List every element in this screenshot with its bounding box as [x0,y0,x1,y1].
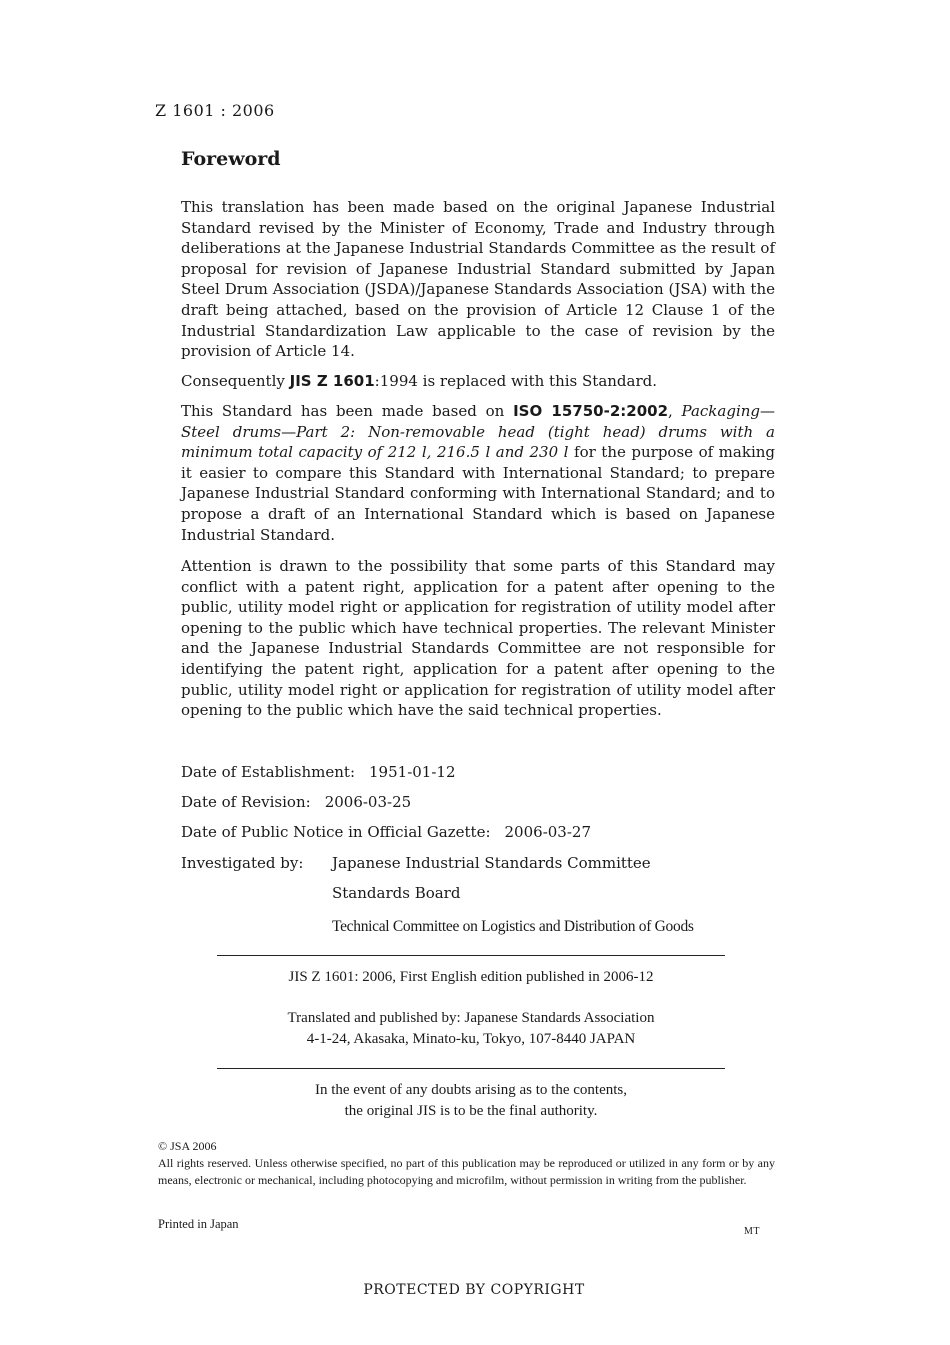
revision-date-row [181,793,411,811]
rights-reserved-text: All rights reserved. Unless otherwise specified, no part of this publication may be reproduced or utilized in any form or by any means, electronic or mechanical, including photocopying and microfilm, without permission in writing from the publisher. [158,1156,775,1187]
protected-footer: PROTECTED BY COPYRIGHT [363,1282,585,1298]
printer-code: MT [744,1226,760,1237]
investigated-line: Japanese Industrial Standards Committee [332,854,651,872]
p3-comma: , [668,402,682,420]
authority-line-2: the original JIS is to be the final authority. [344,1103,598,1119]
p2-text-after: :1994 is replaced with this Standard. [374,372,658,390]
p3-iso-title: Packaging—Steel drums—Part 2: Non-removable head (tight head) drums with a minimum total capacity of 212 l, 216.5 l and 230 l [181,402,776,462]
printed-in-japan: Printed in Japan [158,1217,239,1231]
p3-iso-reference: ISO 15750-2:2002 [513,402,669,420]
revision-label: Date of Revision: [181,793,311,811]
authority-line-1: In the event of any doubts arising as to the contents, [314,1082,627,1098]
p3-text-after: for the purpose of making it easier to compare this Standard with International Standard; to prepare Japanese Industrial Standard conforming with International Standard; and to propose a draft of an International Standard which is based on Japanese Industrial Standard. [181,443,775,544]
gazette-value: 2006-03-27 [504,823,591,841]
gazette-label: Date of Public Notice in Official Gazette: [181,823,491,841]
foreword-paragraph-4: Attention is drawn to the possibility that some parts of this Standard may conflict with a patent right, application for a patent after opening to the public, utility model right or application for registration of utility model after opening to the public which have technical properties. The relevant Minister and the Japanese Industrial Standards Committee are not responsible for identifying the patent right, application for a patent after opening to the public, utility model right or application for registration of utility model after opening to the public which have the said technical properties. [181,557,775,720]
revision-value: 2006-03-25 [324,793,412,811]
investigated-line: Technical Committee on Logistics and Distribution of Goods [332,918,694,935]
foreword-paragraph-1: This translation has been made based on the original Japanese Industrial Standard revised by the Minister of Economy, Trade and Industry through deliberations at the Japanese Industrial Standards Committee as the result of proposal for revision of Japanese Industrial Standard submitted by Japan Steel Drum Association (JSDA)/Japanese Standards Association (JSA) with the draft being attached, based on the provision of Article 12 Clause 1 of the Industrial Standardization Law applicable to the case of revision by the provision of Article 14. [181,198,775,361]
establishment-date-row [181,763,456,781]
standard-id-header: Z 1601 : 2006 [155,101,275,120]
investigated-line: Standards Board [332,884,461,902]
foreword-title: Foreword [181,148,281,170]
establishment-value: 1951-01-12 [369,763,456,781]
divider-bottom [217,1068,725,1069]
copyright-notice: © JSA 2006 [158,1139,217,1153]
p3-text-before: This Standard has been made based on [181,402,514,420]
divider-top [217,955,725,956]
translated-by-line: Translated and published by: Japanese Standards Association [287,1010,655,1026]
p2-standard-reference: JIS Z 1601 [289,372,375,390]
investigated-label: Investigated by: [181,854,304,872]
foreword-paragraph-3 [181,401,775,545]
address-line: 4-1-24, Akasaka, Minato-ku, Tokyo, 107-8440 JAPAN [306,1031,636,1047]
edition-line: JIS Z 1601: 2006, First English edition published in 2006-12 [288,969,654,985]
foreword-paragraph-2 [181,371,775,392]
p2-text-before: Consequently [181,372,290,390]
gazette-date-row [181,823,591,841]
establishment-label: Date of Establishment: [181,763,356,781]
